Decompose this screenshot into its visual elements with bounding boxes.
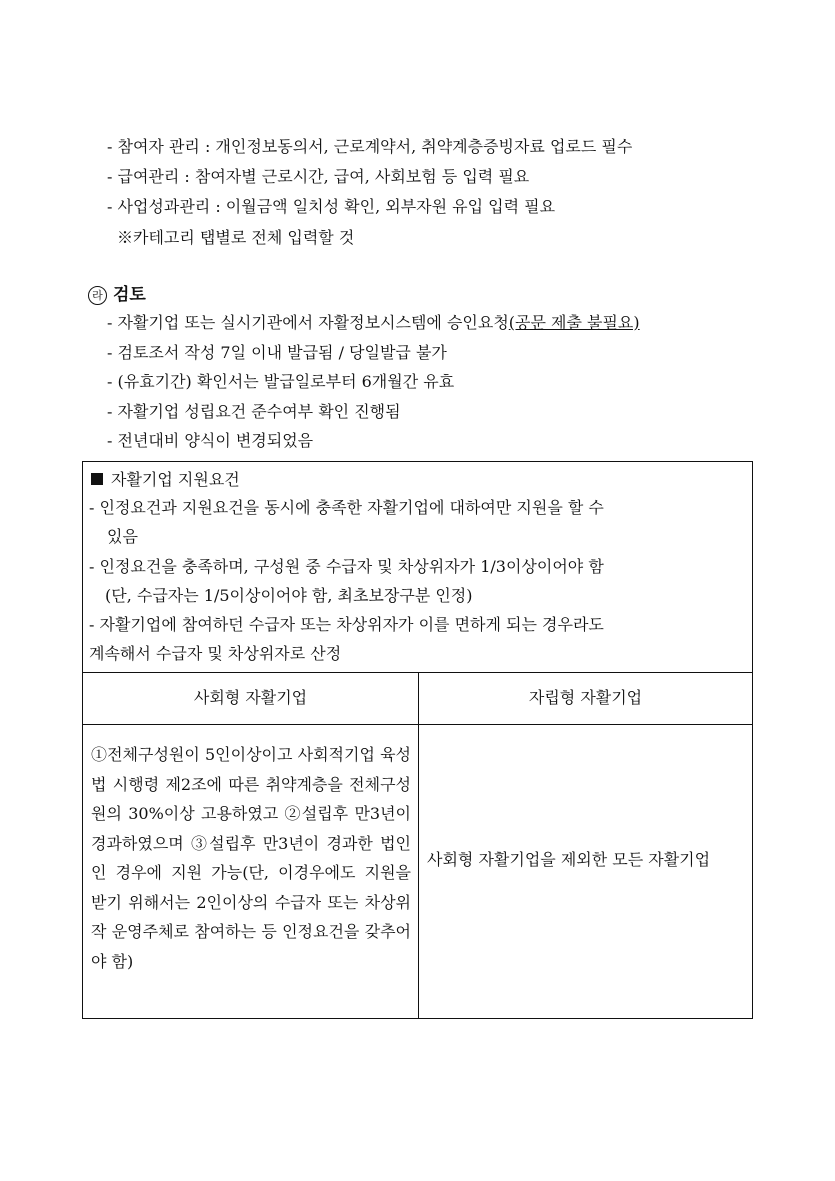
support-requirements-summary (83, 462, 752, 672)
circled-letter-icon: 라 (88, 286, 107, 305)
table-column-divider (418, 672, 419, 1018)
box-line-continued-count-cont: 계속해서 수급자 및 차상위자로 산정 (89, 644, 342, 663)
support-requirements-box (82, 461, 753, 1019)
table-header-social-type: 사회형 자활기업 (193, 688, 308, 707)
review-line-approval-note: (공문 제출 불필요) (508, 313, 640, 332)
box-title (91, 470, 240, 490)
intro-note-category-tabs: ※카테고리 탭별로 전체 입력할 것 (117, 228, 355, 247)
review-line-issue-period: - 검토조서 작성 7일 이내 발급됨 / 당일발급 불가 (107, 343, 447, 362)
table-cell-independent-type: 사회형 자활기업을 제외한 모든 자활기업 (427, 850, 711, 869)
review-line-form-changed: - 전년대비 양식이 변경되었음 (107, 431, 314, 450)
box-line-both-requirements: - 인정요건과 지원요건을 동시에 충족한 자활기업에 대하여만 지원을 할 수 (89, 498, 604, 517)
box-line-both-requirements-cont: 있음 (107, 527, 138, 546)
intro-line-performance-management: - 사업성과관리 : 이월금액 일치성 확인, 외부자원 유입 입력 필요 (107, 197, 556, 216)
box-line-member-ratio-note: (단, 수급자는 1/5이상이어야 함, 최초보장구분 인정) (105, 586, 473, 605)
review-line-requirement-check: - 자활기업 성립요건 준수여부 확인 진행됨 (107, 402, 401, 421)
review-heading (88, 284, 146, 306)
review-line-validity: - (유효기간) 확인서는 발급일로부터 6개월간 유효 (107, 372, 455, 391)
review-line-approval-request (107, 313, 640, 333)
table-cell-social-type: ①전체구성원이 5인이상이고 사회적기업 육성법 시행령 제2조에 따른 취약계층을 전체구성원의 30%이상 고용하였고 ②설립후 만3년이 경과하였으며 ③설립후 만3년이 경과한 법인인 경우에 지원 가능(단, 이경우에도 지원을 받기 위해서는 2인이상의 수급자 또는 차상위작 운영주체로 참여하는 등 인정요건을 갖추어야 함) (91, 745, 411, 971)
box-title-text: 자활기업 지원요건 (111, 470, 240, 489)
table-header-independent-type: 자립형 자활기업 (528, 688, 643, 707)
review-line-approval-text: - 자활기업 또는 실시기관에서 자활정보시스템에 승인요청 (107, 313, 509, 332)
review-title: 검토 (113, 285, 146, 305)
box-line-continued-count: - 자활기업에 참여하던 수급자 또는 차상위자가 이를 면하게 되는 경우라도 (89, 615, 604, 634)
black-square-icon (91, 473, 103, 485)
intro-line-payroll-management: - 급여관리 : 참여자별 근로시간, 급여, 사회보험 등 입력 필요 (107, 167, 530, 186)
box-line-member-ratio: - 인정요건을 충족하며, 구성원 중 수급자 및 차상위자가 1/3이상이어야 함 (89, 557, 604, 576)
intro-line-participant-management: - 참여자 관리 : 개인정보동의서, 근로계약서, 취약계층증빙자료 업로드 필수 (107, 137, 633, 156)
